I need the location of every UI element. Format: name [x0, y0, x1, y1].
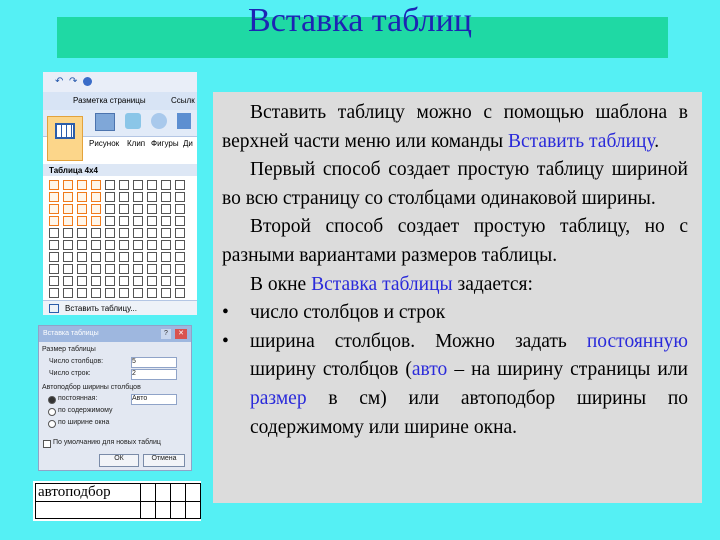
- grid-cell[interactable]: [147, 252, 157, 262]
- insert-table-dialog: [38, 325, 192, 471]
- grid-cell[interactable]: [175, 228, 185, 238]
- bullet-icon: •: [222, 302, 229, 324]
- help-icon[interactable]: ?: [161, 329, 171, 339]
- rows-input[interactable]: 2: [131, 369, 177, 380]
- grid-cell[interactable]: [175, 216, 185, 226]
- grid-cell[interactable]: [91, 228, 101, 238]
- grid-cell[interactable]: [175, 240, 185, 250]
- b2-b: ширину столбцов (: [250, 359, 412, 381]
- insert-table-label: Вставить таблицу...: [65, 304, 137, 313]
- grid-cell[interactable]: [175, 288, 185, 298]
- grid-cell[interactable]: [77, 252, 87, 262]
- radio-content[interactable]: [48, 408, 56, 416]
- grid-cell[interactable]: [63, 288, 73, 298]
- b2-size: размер: [250, 387, 307, 409]
- grid-cell[interactable]: [147, 192, 157, 202]
- grid-cell[interactable]: [105, 180, 115, 190]
- p4-window-name: Вставка таблицы: [311, 273, 453, 295]
- close-icon[interactable]: ✕: [175, 329, 187, 339]
- grid-cell[interactable]: [91, 276, 101, 286]
- grid-cell[interactable]: [105, 240, 115, 250]
- fixed-width-select[interactable]: Авто: [131, 394, 177, 405]
- b2-d: в см) или автоподбор ширины по содержимому или ширине окна.: [250, 387, 688, 438]
- grid-cell[interactable]: [63, 204, 73, 214]
- grid-cell[interactable]: [133, 180, 143, 190]
- ribbon-button-smartart-label: Ди: [183, 139, 193, 148]
- grid-cell[interactable]: [147, 204, 157, 214]
- bullet-icon: •: [222, 330, 229, 352]
- cancel-button[interactable]: Отмена: [143, 454, 185, 467]
- grid-cell[interactable]: [105, 276, 115, 286]
- rows-label: Число строк:: [49, 370, 91, 377]
- insert-table-command[interactable]: [43, 300, 197, 315]
- grid-cell[interactable]: [49, 264, 59, 274]
- table-cell: [141, 484, 156, 502]
- grid-cell[interactable]: [91, 288, 101, 298]
- grid-cell[interactable]: [133, 192, 143, 202]
- picture-icon[interactable]: [95, 113, 115, 131]
- grid-cell[interactable]: [63, 264, 73, 274]
- grid-cell[interactable]: [147, 276, 157, 286]
- p4-end: задается:: [452, 273, 533, 295]
- undo-icon[interactable]: ↶: [55, 76, 64, 87]
- smartart-icon[interactable]: [177, 113, 191, 129]
- grid-cell[interactable]: [133, 288, 143, 298]
- grid-cell[interactable]: [77, 240, 87, 250]
- autofit-group-label: Автоподбор ширины столбцов: [42, 384, 141, 391]
- grid-cell[interactable]: [147, 240, 157, 250]
- grid-cell[interactable]: [161, 264, 171, 274]
- grid-cell[interactable]: [63, 180, 73, 190]
- grid-cell[interactable]: [77, 180, 87, 190]
- grid-cell[interactable]: [105, 216, 115, 226]
- table-cell: автоподбор: [36, 484, 141, 502]
- grid-cell[interactable]: [77, 276, 87, 286]
- grid-cell[interactable]: [105, 228, 115, 238]
- grid-cell[interactable]: [91, 240, 101, 250]
- grid-cell[interactable]: [119, 288, 129, 298]
- grid-cell[interactable]: [63, 240, 73, 250]
- shapes-icon[interactable]: [151, 113, 167, 129]
- grid-cell[interactable]: [175, 252, 185, 262]
- table-cell: [156, 502, 171, 519]
- autofit-table-example: [33, 481, 201, 521]
- grid-cell[interactable]: [63, 252, 73, 262]
- grid-cell[interactable]: [91, 264, 101, 274]
- grid-cell[interactable]: [77, 264, 87, 274]
- p1-text: Вставить таблицу можно с помощью шаблона в верхней части меню или команды: [222, 102, 688, 152]
- table-cell: [171, 484, 186, 502]
- grid-cell[interactable]: [119, 240, 129, 250]
- grid-cell[interactable]: [119, 264, 129, 274]
- grid-cell[interactable]: [49, 288, 59, 298]
- cols-input[interactable]: 5: [131, 357, 177, 368]
- grid-cell[interactable]: [91, 204, 101, 214]
- grid-cell[interactable]: [147, 288, 157, 298]
- tab-page-layout[interactable]: Разметка страницы: [73, 96, 146, 105]
- grid-cell[interactable]: [161, 228, 171, 238]
- grid-cell[interactable]: [49, 204, 59, 214]
- grid-cell[interactable]: [161, 240, 171, 250]
- table-cell: [156, 484, 171, 502]
- insert-table-icon: [49, 304, 59, 313]
- grid-cell[interactable]: [105, 192, 115, 202]
- grid-cell[interactable]: [63, 216, 73, 226]
- app-icon: [83, 77, 92, 86]
- grid-cell[interactable]: [77, 204, 87, 214]
- remember-checkbox[interactable]: [43, 440, 51, 448]
- radio-window[interactable]: [48, 420, 56, 428]
- grid-cell[interactable]: [105, 264, 115, 274]
- p1-end: .: [654, 130, 660, 152]
- grid-cell[interactable]: [147, 216, 157, 226]
- grid-cell[interactable]: [133, 228, 143, 238]
- content-label: по содержимому: [58, 407, 113, 414]
- grid-cell[interactable]: [119, 180, 129, 190]
- grid-cell[interactable]: [91, 252, 101, 262]
- table-row: [36, 502, 201, 519]
- grid-cell[interactable]: [161, 252, 171, 262]
- dialog-title: Вставка таблицы: [43, 330, 99, 337]
- grid-cell[interactable]: [175, 192, 185, 202]
- ribbon-tabs: [43, 92, 197, 110]
- paragraph-1: [222, 99, 688, 156]
- table-menu-screenshot: [43, 72, 197, 315]
- table-cell: [186, 484, 201, 502]
- grid-cell[interactable]: [161, 204, 171, 214]
- grid-cell[interactable]: [161, 216, 171, 226]
- paragraph-4: [222, 271, 688, 300]
- ok-button[interactable]: ОК: [99, 454, 139, 467]
- tab-references[interactable]: Ссылк: [171, 96, 195, 105]
- grid-cell[interactable]: [77, 192, 87, 202]
- size-group-label: Размер таблицы: [42, 346, 96, 353]
- grid-cell[interactable]: [119, 276, 129, 286]
- grid-cell[interactable]: [63, 192, 73, 202]
- autofit-table: [35, 483, 201, 519]
- grid-cell[interactable]: [133, 276, 143, 286]
- grid-cell[interactable]: [133, 240, 143, 250]
- grid-cell[interactable]: [133, 252, 143, 262]
- grid-cell[interactable]: [119, 204, 129, 214]
- grid-cell[interactable]: [147, 264, 157, 274]
- grid-cell[interactable]: [63, 228, 73, 238]
- grid-cell[interactable]: [133, 216, 143, 226]
- b2-a: ширина столбцов. Можно задать: [250, 330, 587, 352]
- grid-cell[interactable]: [63, 276, 73, 286]
- grid-cell[interactable]: [161, 288, 171, 298]
- grid-cell[interactable]: [91, 192, 101, 202]
- grid-cell[interactable]: [49, 180, 59, 190]
- grid-cell[interactable]: [105, 252, 115, 262]
- grid-cell[interactable]: [119, 252, 129, 262]
- grid-cell[interactable]: [147, 180, 157, 190]
- b2-auto: авто: [411, 359, 448, 381]
- grid-cell[interactable]: [119, 216, 129, 226]
- grid-cell[interactable]: [49, 252, 59, 262]
- grid-cell[interactable]: [175, 276, 185, 286]
- cols-label: Число столбцов:: [49, 358, 104, 365]
- grid-cell[interactable]: [49, 192, 59, 202]
- remember-label: По умолчанию для новых таблиц: [53, 439, 161, 446]
- redo-icon[interactable]: ↷: [69, 76, 78, 87]
- grid-cell[interactable]: [119, 228, 129, 238]
- grid-cell[interactable]: [105, 288, 115, 298]
- grid-cell[interactable]: [91, 216, 101, 226]
- grid-cell[interactable]: [161, 192, 171, 202]
- grid-cell[interactable]: [49, 228, 59, 238]
- grid-caption: Таблица 4x4: [49, 166, 98, 175]
- table-cell: [36, 502, 141, 519]
- grid-cell[interactable]: [161, 276, 171, 286]
- quick-access-toolbar: [43, 72, 197, 92]
- fixed-label: постоянная:: [58, 395, 98, 402]
- grid-cell[interactable]: [133, 264, 143, 274]
- table-button[interactable]: [47, 116, 83, 161]
- clipart-icon[interactable]: [125, 113, 141, 129]
- grid-cell[interactable]: [161, 180, 171, 190]
- b2-c: – на ширину страницы или: [447, 359, 688, 381]
- dialog-title-bar: [39, 326, 192, 342]
- table-cell: [186, 502, 201, 519]
- grid-cell[interactable]: [49, 216, 59, 226]
- grid-cell[interactable]: [77, 288, 87, 298]
- grid-cell[interactable]: [91, 180, 101, 190]
- paragraph-2: Первый способ создает простую таблицу шириной во всю страницу со столбцами одинаковой ширины.: [222, 159, 688, 209]
- p4-text: В окне: [250, 273, 312, 295]
- ribbon-button-clip-label: Клип: [127, 139, 146, 148]
- grid-cell[interactable]: [175, 180, 185, 190]
- p1-command: Вставить таблицу: [508, 130, 655, 152]
- grid-cell[interactable]: [77, 216, 87, 226]
- table-cell: [171, 502, 186, 519]
- grid-caption-bar: [43, 164, 197, 176]
- slide-title: Вставка таблиц: [248, 2, 472, 39]
- ribbon-button-shapes-label: Фигуры: [151, 139, 179, 148]
- bullet-2: [222, 328, 688, 442]
- grid-cell[interactable]: [147, 228, 157, 238]
- window-label: по ширине окна: [58, 419, 110, 426]
- grid-cell[interactable]: [119, 192, 129, 202]
- b2-fixed: постоянную: [586, 330, 688, 352]
- grid-cell[interactable]: [133, 204, 143, 214]
- paragraph-3: Второй способ создает простую таблицу, но с разными вариантами размеров таблицы.: [222, 216, 688, 266]
- bullet-1-text: число столбцов и строк: [250, 302, 446, 324]
- grid-cell[interactable]: [175, 264, 185, 274]
- ribbon-button-picture-label: Рисунок: [89, 139, 120, 148]
- text-body: [222, 99, 688, 442]
- table-grid-icon: [55, 123, 75, 139]
- grid-cell[interactable]: [77, 228, 87, 238]
- grid-cell[interactable]: [49, 240, 59, 250]
- grid-cell[interactable]: [49, 276, 59, 286]
- table-cell: [141, 502, 156, 519]
- radio-fixed[interactable]: [48, 396, 56, 404]
- bullet-1: [222, 299, 688, 328]
- grid-cell[interactable]: [105, 204, 115, 214]
- table-row: [36, 484, 201, 502]
- grid-cell[interactable]: [175, 204, 185, 214]
